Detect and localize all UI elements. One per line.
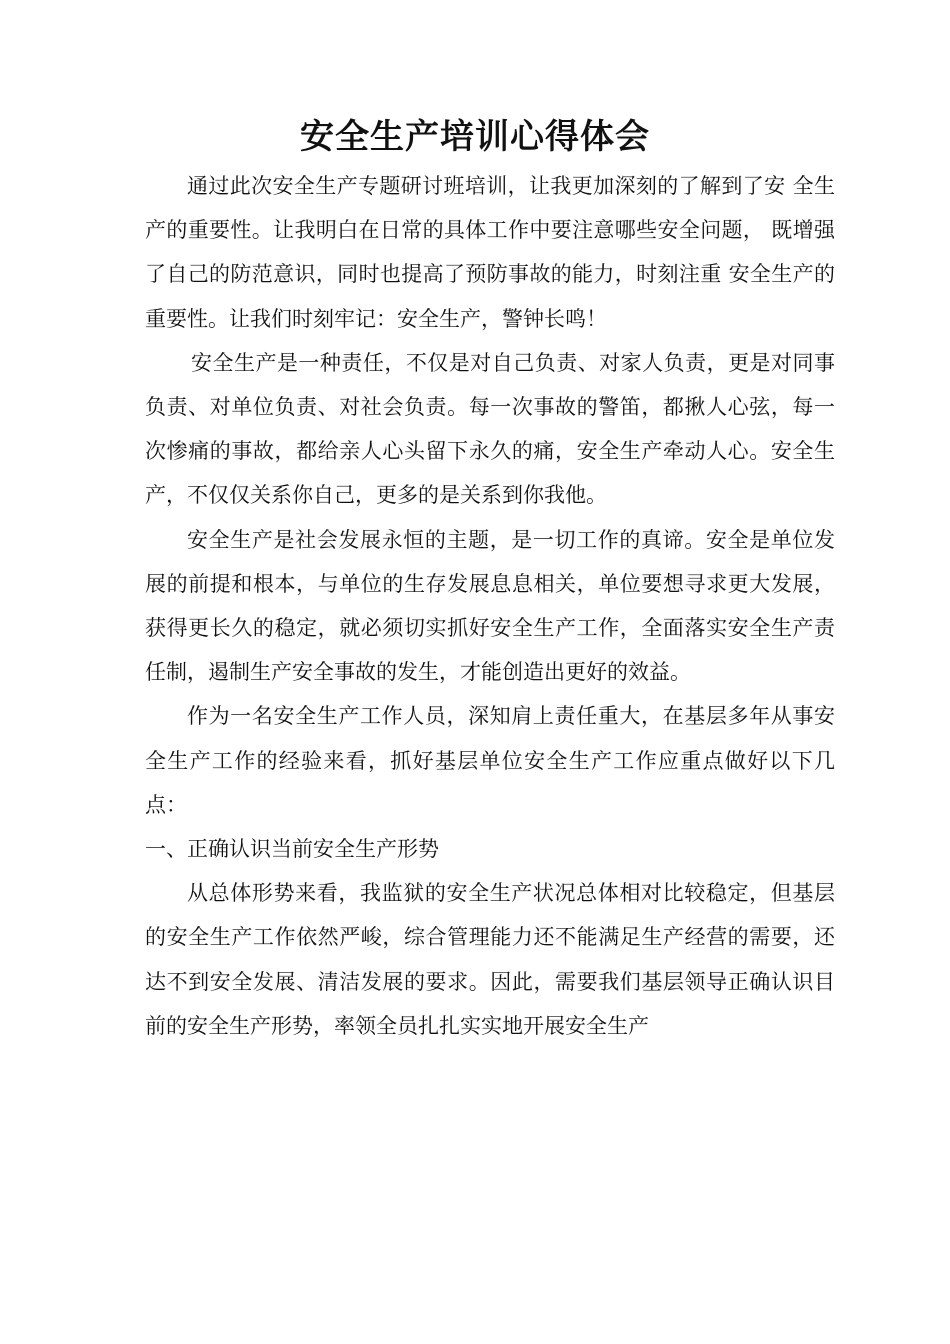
paragraph-2: 安全生产是一种责任，不仅是对自己负责、对家人负责，更是对同事负责、对单位负责、对社会负责。每一次事故的警笛，都揪人心弦，每一次惨痛的事故，都给亲人心头留下永久的痛，安全生产牵动人心。安全生产，不仅仅关系你自己，更多的是关系到你我他。	[145, 350, 835, 508]
paragraph-4: 作为一名安全生产工作人员，深知肩上责任重大，在基层多年从事安全生产工作的经验来看，抓好基层单位安全生产工作应重点做好以下几点：	[145, 704, 835, 817]
paragraph-1: 通过此次安全生产专题研讨班培训，让我更加深刻的了解到了安 全生产的重要性。让我明白在日常的具体工作中要注意哪些安全问题， 既增强了自己的防范意识，同时也提高了预防事故的能力，时刻注重 安全生产的重要性。让我们时刻牢记：安全生产，警钟长鸣！	[145, 174, 835, 331]
document-title: 安全生产培训心得体会	[300, 117, 650, 157]
paragraph-5: 从总体形势来看，我监狱的安全生产状况总体相对比较稳定，但基层的安全生产工作依然严峻，综合管理能力还不能满足生产经营的需要，还达不到安全发展、清洁发展的要求。因此，需要我们基层领导正确认识目前的安全生产形势，率领全员扎扎实实地开展安全生产	[145, 881, 835, 1038]
section-heading-1: 一、正确认识当前安全生产形势	[145, 837, 439, 862]
paragraph-3: 安全生产是社会发展永恒的主题，是一切工作的真谛。安全是单位发展的前提和根本，与单位的生存发展息息相关，单位要想寻求更大发展，获得更长久的稳定，就必须切实抓好安全生产工作，全面落实安全生产责任制，遏制生产安全事故的发生，才能创造出更好的效益。	[145, 527, 835, 685]
document-body	[145, 164, 835, 1048]
